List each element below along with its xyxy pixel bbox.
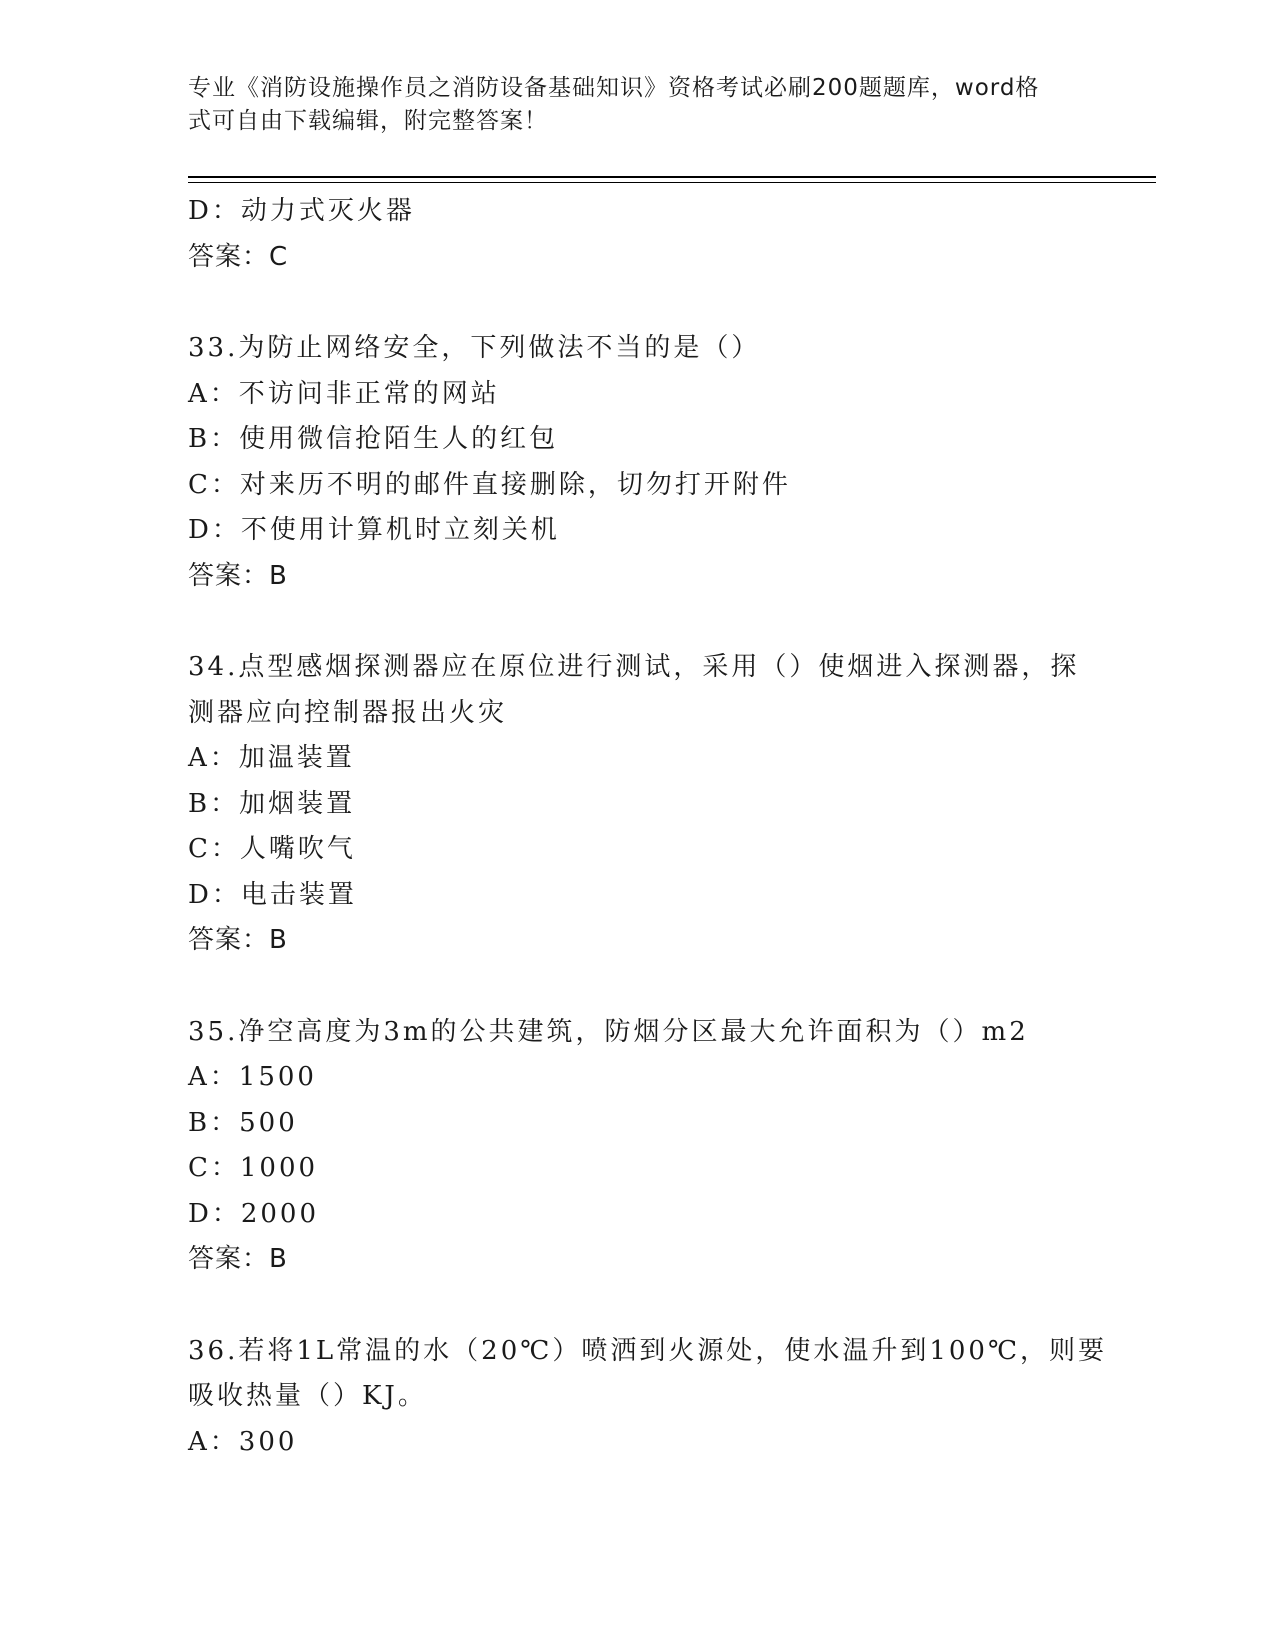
question-33 <box>188 326 1088 599</box>
option-c: C：1000 <box>188 1153 319 1183</box>
document-header <box>188 72 1068 138</box>
option-d: D：不使用计算机时立刻关机 <box>188 515 560 545</box>
option-d: D：动力式灭火器 <box>188 196 415 226</box>
option-a: A：加温装置 <box>188 743 355 773</box>
answer-line: 答案：B <box>188 1244 288 1274</box>
option-b: B：500 <box>188 1107 298 1138</box>
answer-line: 答案：B <box>188 560 288 591</box>
header-line-1: 专业《消防设施操作员之消防设备基础知识》资格考试必刷200题题库，word格 <box>188 75 1040 101</box>
header-divider-thin <box>188 182 1156 183</box>
header-line-2: 式可自由下载编辑，附完整答案！ <box>188 108 548 134</box>
option-d: D：2000 <box>188 1198 320 1229</box>
option-b: B：加烟装置 <box>188 788 356 819</box>
header-divider-thick <box>188 176 1156 178</box>
answer-line: 答案：B <box>188 925 288 955</box>
previous-question-tail <box>188 189 1088 280</box>
question-stem: 34.点型感烟探测器应在原位进行测试，采用（）使烟进入探测器，探 <box>188 652 1080 682</box>
question-stem-continued: 吸收热量（）KJ。 <box>188 1381 427 1411</box>
spacer <box>188 599 1088 645</box>
option-a: A：300 <box>188 1426 298 1457</box>
question-stem: 35.净空高度为3m的公共建筑，防烟分区最大允许面积为（）m2 <box>188 1016 1029 1047</box>
option-a: A：1500 <box>188 1062 317 1092</box>
option-c: C：人嘴吹气 <box>188 834 356 864</box>
spacer <box>188 1283 1088 1329</box>
spacer <box>188 280 1088 326</box>
question-list <box>188 189 1108 1465</box>
question-stem-continued: 测器应向控制器报出火灾 <box>188 697 508 728</box>
answer-line: 答案：C <box>188 241 289 272</box>
question-stem: 33.为防止网络安全，下列做法不当的是（） <box>188 333 761 363</box>
option-d: D：电击装置 <box>188 879 357 910</box>
question-36 <box>188 1329 1108 1466</box>
spacer <box>188 964 1088 1010</box>
question-stem: 36.若将1L常温的水（20℃）喷洒到火源处，使水温升到100℃，则要 <box>188 1335 1108 1366</box>
question-34 <box>188 645 1088 964</box>
option-a: A：不访问非正常的网站 <box>188 378 500 409</box>
option-b: B：使用微信抢陌生人的红包 <box>188 424 559 454</box>
option-c: C：对来历不明的邮件直接删除，切勿打开附件 <box>188 469 791 500</box>
question-35 <box>188 1010 1088 1283</box>
